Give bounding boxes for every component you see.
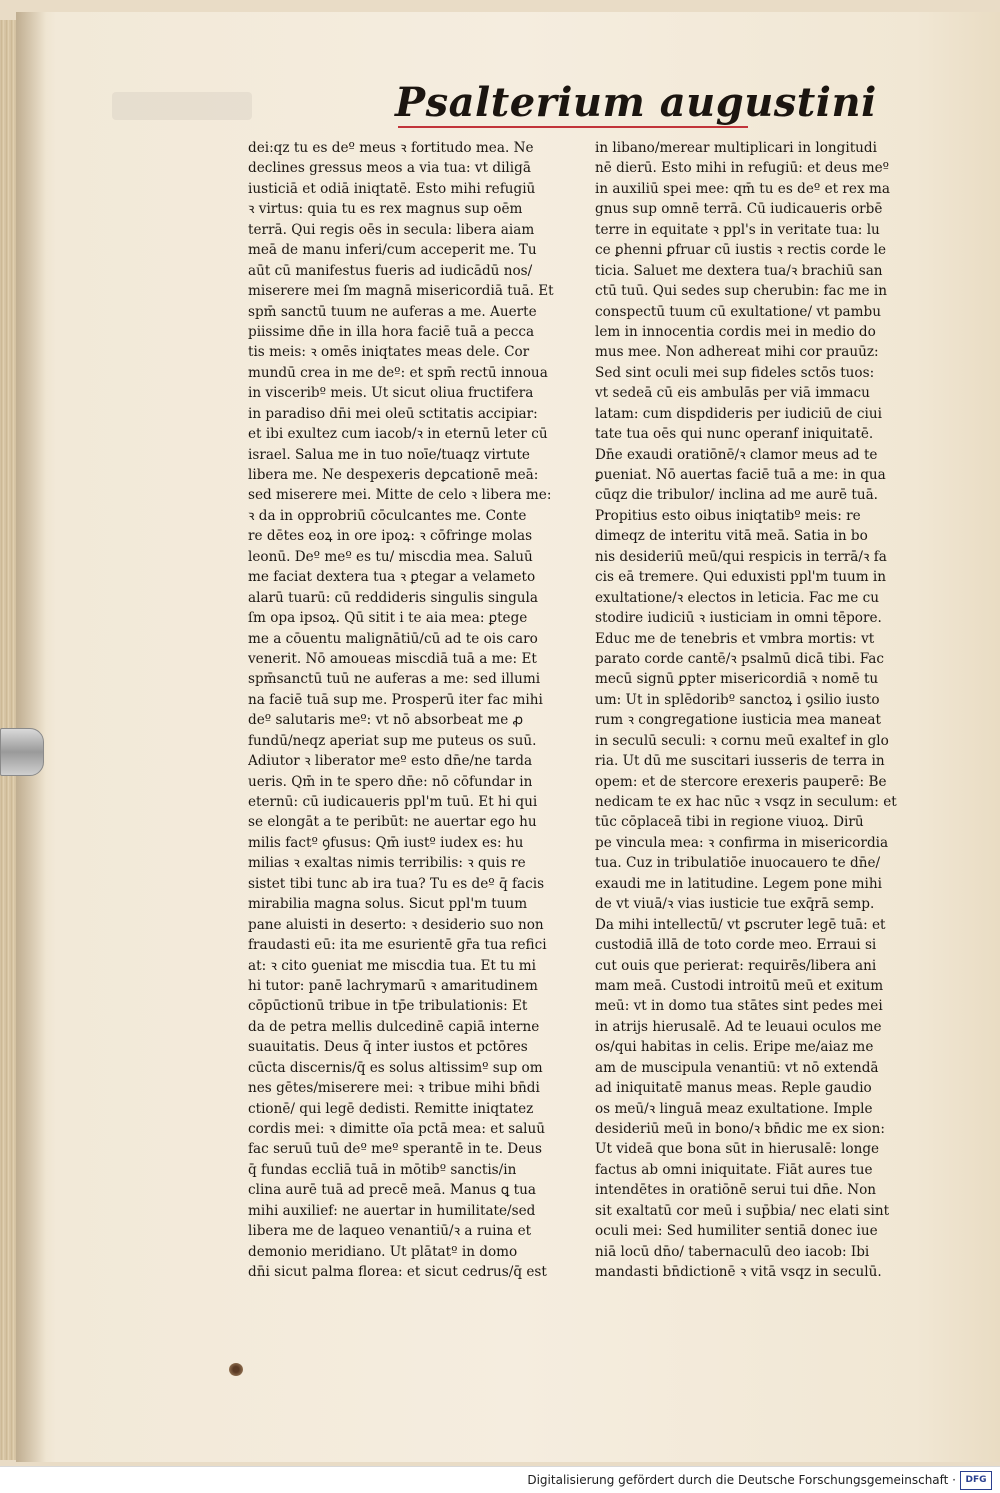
text-line: niā locū dn̄o/ tabernaculū deo iacob: Ibi [595, 1243, 870, 1260]
text-line: demonio meridiano. Ut plātatº in domo [248, 1243, 518, 1260]
text-line: piissime dn̄e in illa hora faciē tuā a pecca [248, 323, 535, 340]
text-line: libera me de laqueo venantiū/ꝛ a ruina et [248, 1223, 532, 1240]
text-line: desideriū meū in bono/ꝛ bn̄dic me ex sion: [595, 1121, 885, 1137]
text-line: mecū signū ꝑpter misericordiā ꝛ nomē tu [595, 671, 879, 688]
text-line: nedicam te ex hac nūc ꝛ vsqz in seculum: et [595, 794, 897, 810]
text-line: ad iniquitatē manus meas. Reple gaudio [595, 1080, 872, 1097]
text-line: ueris. Qm̄ in te spero dn̄e: nō cōfundar in [248, 773, 533, 790]
text-line: am de muscipula venantiū: vt nō extendā [595, 1059, 879, 1076]
text-line: ꝛ virtus: quia tu es rex magnus sup oēm [248, 201, 523, 218]
text-line: sistet tibi tunc ab ira tua? Tu es deº q̄ facis [248, 875, 545, 892]
text-line: stodire iudiciū ꝛ iusticiam in omni tēpore. [595, 610, 882, 627]
text-line: ꝑueniat. Nō auertas faciē tuā a me: in qua [595, 467, 886, 483]
text-line: exultatione/ꝛ electos in leticia. Fac me cu [595, 589, 880, 606]
dfg-logo: DFG [960, 1471, 992, 1490]
book-clip [0, 728, 44, 776]
text-line: mus mee. Non adhereat mihi cor prauūz: [595, 344, 879, 361]
text-line: ctū tuū. Qui sedes sup cherubin: fac me in [595, 283, 887, 300]
text-line: milis factº ꝯfusus: Qm̄ iustº iudex es: hu [248, 834, 524, 851]
text-line: Educ me de tenebris et vmbra mortis: vt [595, 630, 875, 647]
text-line: eternū: cū iudicaueris ppl'm tuū. Et hi qui [248, 794, 538, 810]
text-line: iusticiā et odiā iniqtatē. Esto mihi refugiū [248, 180, 536, 197]
text-line: intendētes in oratiōnē serui tui dn̄e. Non [595, 1182, 877, 1199]
text-line: in seculū seculi: ꝛ cornu meū exaltef in glo [595, 732, 889, 749]
text-line: milias ꝛ exaltas nimis terribilis: ꝛ quis re [248, 855, 526, 872]
ink-stain [229, 1363, 243, 1376]
text-line: cūcta discernis/q̄ es solus altissimº sup om [248, 1059, 543, 1076]
text-line: alarū tuarū: cū reddideris singulis singula [248, 589, 538, 606]
text-line: da de petra mellis dulcedinē capiā interne [248, 1018, 540, 1035]
text-line: aūt cū manifestus fueris ad iudicādū nos/ [248, 262, 533, 279]
text-line: cordis mei: ꝛ dimitte oīa pctā mea: et saluū [248, 1121, 546, 1137]
text-line: um: Ut in splēdoribº sanctoꝝ i ꝯsilio iusto [595, 691, 880, 708]
text-line: gnus sup omnē terrā. Cū iudicaueris orbē [595, 201, 883, 218]
text-line: Dn̄e exaudi oratiōnē/ꝛ clamor meus ad te [595, 446, 878, 463]
text-line: sed miserere mei. Mitte de celo ꝛ libera me: [248, 487, 552, 504]
text-line: in visceribº meis. Ut sicut oliua fructifera [248, 385, 534, 402]
text-line: opem: et de stercore erexeris pauperē: Be [595, 773, 887, 790]
text-line: et ibi exultez cum iacob/ꝛ in eternū leter cū [248, 426, 548, 443]
text-line: deº salutaris meº: vt nō absorbeat me ꝓ [248, 712, 524, 729]
text-line: mandasti bn̄dictionē ꝛ vitā vsqz in seculū. [595, 1264, 882, 1281]
text-line: meā de manu inferi/cum acceperit me. Tu [248, 242, 537, 259]
text-line: nes gētes/miserere mei: ꝛ tribue mihi bn̄di [248, 1080, 540, 1097]
text-line: mam meā. Custodi introitū meū et exitum [595, 977, 884, 994]
text-line: in auxiliū spei mee: qm̄ tu es deº et rex ma [595, 180, 890, 197]
rubric-underline [398, 126, 748, 128]
text-line: at: ꝛ cito ꝯueniat me miscdia tua. Et tu mi [248, 957, 536, 974]
text-line: leonū. Deº meº es tu/ miscdia mea. Saluū [248, 548, 533, 565]
text-column-left [248, 138, 568, 1283]
text-line: miserere mei ſm magnā misericordiā tuā. Et [248, 283, 554, 300]
text-line: tūc cōplaceā tibi in regione viuoꝝ. Dirū [595, 814, 864, 831]
text-line: tua. Cuz in tribulatiōe inuocauero te dn̄e/ [595, 855, 881, 872]
text-line: terre in equitate ꝛ ppl's in veritate tua: lu [595, 221, 880, 238]
text-line: cūqz die tribulor/ inclina ad me aurē tuā. [595, 487, 879, 504]
text-line: cut ouis que perierat: requirēs/libera ani [595, 957, 877, 974]
text-line: cōpūctionū tribue in tp̄e tribulationis: Et [248, 998, 528, 1015]
text-line: ticia. Saluet me dextera tua/ꝛ brachiū san [595, 262, 883, 279]
text-line: cis eā tremere. Qui eduxisti ppl'm tuum in [595, 569, 887, 586]
text-line: ſm opa ipsoꝝ. Qū sitit i te aia mea: ꝑtege [248, 610, 528, 627]
text-line: fraudasti eū: ita me esurientē gr̄a tua refici [248, 937, 547, 954]
text-line: se elongāt a te peribūt: ne auertar ego hu [248, 814, 537, 831]
funding-note: Digitalisierung gefördert durch die Deutsche Forschungsgemeinschaft · [527, 1473, 956, 1487]
text-line: dn̄i sicut palma florea: et sicut cedrus/q̄ est [248, 1264, 547, 1281]
text-line: dimeqz de interitu vitā meā. Satia in bo [595, 528, 868, 545]
text-line: vt sedeā cū eis ambulās per viā immacu [595, 385, 870, 402]
text-line: parato corde cantē/ꝛ psalmū dicā tibi. Fac [595, 650, 884, 667]
text-line: mirabilia magna solus. Sicut ppl'm tuum [248, 896, 528, 913]
text-line: me faciat dextera tua ꝛ ꝑtegar a velameto [248, 569, 536, 586]
text-line: nē dierū. Esto mihi in refugiū: et deus meº [595, 160, 890, 177]
text-line: fundū/neqz aperiat sup me puteus os suū. [248, 732, 537, 749]
text-line: in libano/merear multiplicari in longitudi [595, 140, 877, 156]
text-line: ctionē/ qui legē dedisti. Remitte iniqtatez [248, 1100, 534, 1117]
text-line: Sed sint oculi mei sup fideles sctōs tuos: [595, 364, 875, 381]
text-line: conspectū tuum cū exultatione/ vt pambu [595, 303, 881, 320]
text-line: fac seruū tuū deº meº sperantē in te. Deus [248, 1141, 542, 1158]
text-line: me a cōuentu malignātiū/cū ad te ois caro [248, 630, 538, 647]
text-line: mundū crea in me deº: et spm̄ rectū innoua [248, 364, 548, 381]
text-line: libera me. Ne despexeris deꝑcationē meā: [248, 467, 539, 483]
text-line: os/qui habitas in celis. Eripe me/aiaz me [595, 1039, 874, 1056]
text-line: terrā. Qui regis oēs in secula: libera aiam [248, 221, 535, 238]
text-line: tate tua oēs qui nunc operanf iniquitatē. [595, 426, 874, 443]
text-line: ria. Ut dū me suscitari iusseris de terra in [595, 753, 885, 770]
text-line: sit exaltatū cor meū i sup̄bia/ nec elati sint [595, 1202, 890, 1219]
running-title: Psalterium augustini [395, 79, 877, 126]
text-line: q̄ fundas eccliā tuā in mōtibº sanctis/in [248, 1161, 517, 1178]
text-line: dei:qz tu es deº meus ꝛ fortitudo mea. Ne [248, 140, 534, 156]
text-line: pe vincula mea: ꝛ confirma in misericordia [595, 834, 889, 851]
text-line: pane aluisti in deserto: ꝛ desiderio suo non [248, 916, 544, 933]
text-line: lem in innocentia cordis mei in medio do [595, 323, 876, 340]
text-line: tis meis: ꝛ omēs iniqtates meas dele. Cor [248, 344, 530, 361]
text-line: oculi mei: Sed humiliter sentiā donec iue [595, 1223, 878, 1240]
text-line: Ut videā que bona sūt in hierusalē: longe [595, 1141, 880, 1158]
text-line: Propitius esto oibus iniqtatibº meis: re [595, 507, 861, 524]
text-line: factus ab omni iniquitate. Fiāt aures tue [595, 1161, 873, 1178]
text-line: na faciē tuā sup me. Prosperū iter fac mihi [248, 691, 543, 708]
text-line: ꝛ da in opprobriū cōculcantes me. Conte [248, 507, 527, 524]
text-column-right [595, 138, 915, 1283]
text-line: os meū/ꝛ linguā meaz exultatione. Imple [595, 1100, 873, 1117]
text-line: exaudi me in latitudine. Legem pone mihi [595, 875, 882, 892]
text-line: de vt viuā/ꝛ vias iusticie tue exq̄rā semp. [595, 896, 875, 913]
text-line: nis desideriū meū/qui respicis in terrā/ꝛ fa [595, 548, 887, 565]
text-line: declines gressus meos a via tua: vt diligā [248, 160, 531, 177]
offset-print-ghost [112, 92, 252, 120]
text-line: mihi auxilief: ne auertar in humilitate/sed [248, 1202, 536, 1219]
text-line: suauitatis. Deus q̄ inter iustos et pctōres [248, 1039, 528, 1056]
text-line: clina aurē tuā ad precē meā. Manus ꝗ tua [248, 1182, 536, 1199]
footer-bar [0, 1466, 1000, 1493]
text-line: rum ꝛ congregatione iusticia mea maneat [595, 712, 881, 729]
text-line: latam: cum dispdideris per iudiciū de ciui [595, 405, 882, 422]
text-line: spm̄ sanctū tuum ne auferas a me. Auerte [248, 303, 537, 320]
text-line: hi tutor: panē lachrymarū ꝛ amaritudinem [248, 977, 538, 994]
text-line: re dētes eoꝝ in ore ipoꝝ: ꝛ cōfringe molas [248, 528, 533, 545]
text-line: in atrijs hierusalē. Ad te leuaui oculos me [595, 1018, 882, 1035]
text-line: custodiā illā de toto corde meo. Erraui si [595, 937, 877, 954]
text-line: venerit. Nō amoueas miscdiā tuā a me: Et [248, 650, 537, 667]
text-line: spm̄sanctū tuū ne auferas a me: sed illumi [248, 671, 541, 688]
text-line: ce ꝑhenni ꝑfruar cū iustis ꝛ rectis corde le [595, 242, 887, 259]
text-line: Adiutor ꝛ liberator meº esto dn̄e/ne tarda [248, 753, 533, 770]
text-line: in paradiso dn̄i mei oleū sctitatis accipiar: [248, 405, 538, 422]
text-line: meū: vt in domo tua stātes sint pedes mei [595, 998, 883, 1015]
text-line: israel. Salua me in tuo noīe/tuaqz virtute [248, 446, 530, 463]
text-line: Da mihi intellectū/ vt ꝑscruter legē tuā: et [595, 916, 886, 933]
